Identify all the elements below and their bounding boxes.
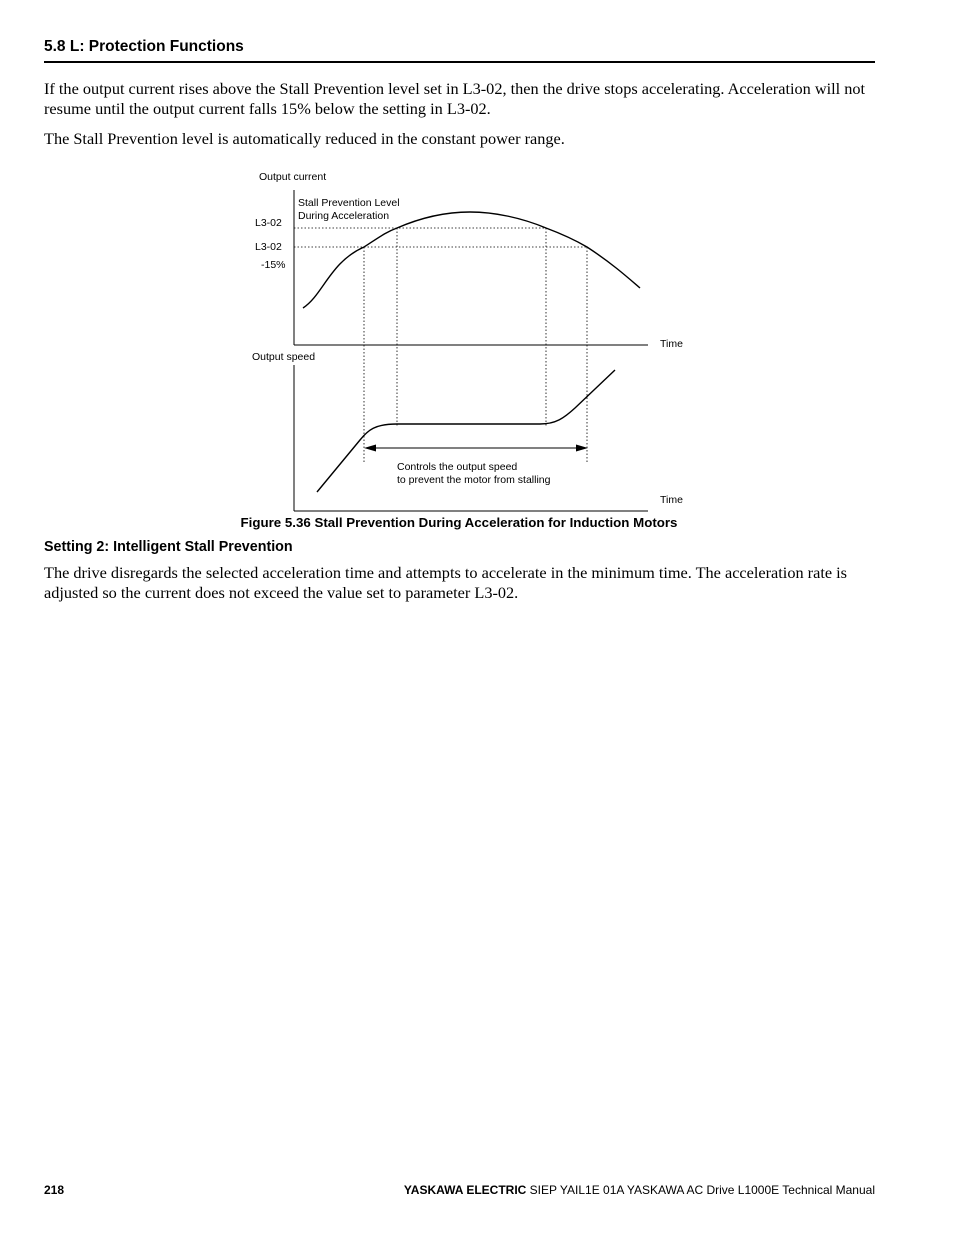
paragraph-intelligent-stall: The drive disregards the selected acceleration time and attempts to accelerate in the minimum time. The acceleration rate is adjusted so the current does not exceed the value set to parameter L3-02. <box>44 563 848 602</box>
output-current-label: Output current <box>259 171 327 183</box>
stall-level-label-line1: Stall Prevention Level <box>298 197 400 209</box>
tick-label-l3-02: L3-02 <box>255 217 282 229</box>
output-speed-label: Output speed <box>252 351 316 363</box>
footer-manual: SIEP YAIL1E 01A YASKAWA AC Drive L1000E Technical Manual <box>526 1183 875 1197</box>
page-number: 218 <box>44 1183 65 1197</box>
controls-annotation-line2: to prevent the motor from stalling <box>397 474 551 486</box>
section-title: 5.8 L: Protection Functions <box>44 37 875 63</box>
stall-prevention-figure <box>0 0 954 540</box>
time-label-bottom: Time <box>660 494 683 506</box>
arrow-head-left <box>364 445 376 452</box>
footer-manual-title <box>404 1182 875 1198</box>
tick-label-l3-02-lower: L3-02 <box>255 241 282 253</box>
setting-2-heading: Setting 2: Intelligent Stall Prevention <box>44 539 293 555</box>
figure-caption: Figure 5.36 Stall Prevention During Acceleration for Induction Motors <box>240 515 678 530</box>
paragraph-constant-power: The Stall Prevention level is automatically reduced in the constant power range. <box>44 129 565 148</box>
tick-label-minus-15: -15% <box>261 259 286 271</box>
stall-level-label-line2: During Acceleration <box>298 210 390 222</box>
controls-annotation-line1: Controls the output speed <box>397 461 518 473</box>
output-current-curve <box>303 212 640 308</box>
arrow-head-right <box>576 445 588 452</box>
paragraph-stall-level: If the output current rises above the Stall Prevention level set in L3-02, then the drive stops accelerating. Acceleration will not resume until the output current falls 15% below the setting in L3-02. <box>44 79 866 118</box>
footer-brand: YASKAWA ELECTRIC <box>403 1183 527 1197</box>
time-label-top: Time <box>660 338 683 350</box>
